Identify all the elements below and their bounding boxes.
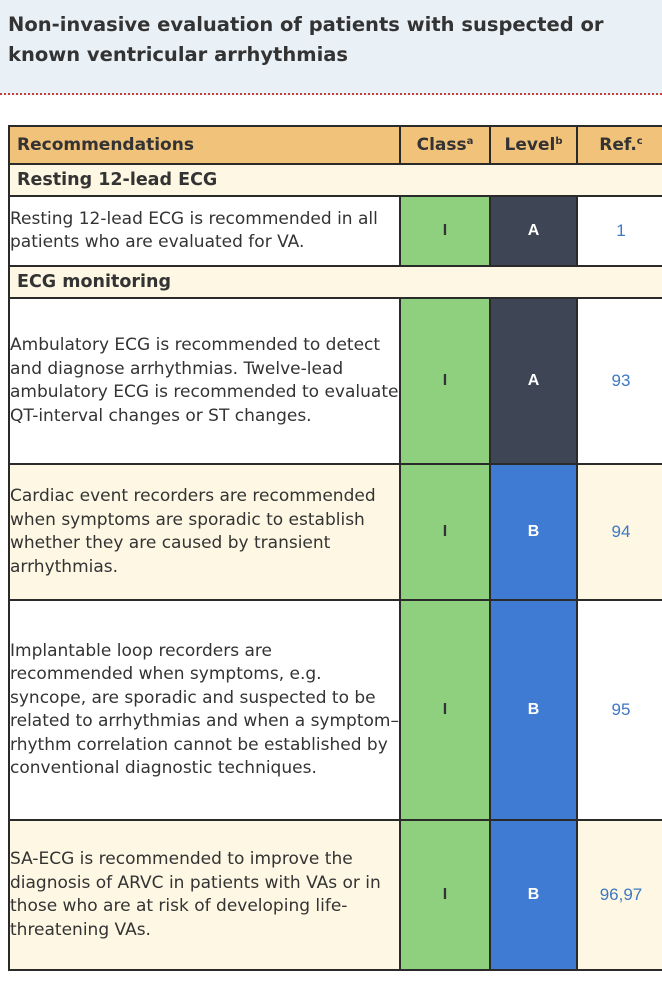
section-title: ECG monitoring	[9, 266, 662, 298]
level-cell: B	[490, 464, 577, 600]
table-row	[9, 820, 662, 970]
table-header-row	[9, 126, 662, 164]
section-title: Resting 12-lead ECG	[9, 164, 662, 196]
class-cell: I	[400, 820, 490, 970]
page-title: Non-invasive evaluation of patients with suspected or known ventricular arrhythmias	[8, 13, 604, 66]
ref-cell: 93	[577, 298, 662, 464]
recommendations-table	[8, 125, 662, 971]
header-class: Class$^a$	[400, 126, 490, 164]
class-cell: I	[400, 196, 490, 266]
ref-footnote-mark: c	[636, 136, 643, 147]
ref-cell: 94	[577, 464, 662, 600]
class-cell: I	[400, 600, 490, 820]
ref-cell: 95	[577, 600, 662, 820]
ref-cell: 96,97	[577, 820, 662, 970]
table-row	[9, 464, 662, 600]
level-cell: A	[490, 196, 577, 266]
recommendation-text: Resting 12-lead ECG is recommended in all patients who are evaluated for VA.	[9, 196, 400, 266]
recommendation-text: SA-ECG is recommended to improve the diagnosis of ARVC in patients with VAs or in those who are at risk of developing life-threatening VAs.	[9, 820, 400, 970]
section-resting-ecg	[9, 164, 662, 196]
recommendation-text: Ambulatory ECG is recommended to detect and diagnose arrhythmias. Twelve-lead ambulatory ECG is recommended to evaluate QT-interval changes or ST changes.	[9, 298, 400, 464]
ref-cell: 1	[577, 196, 662, 266]
recommendation-text: Cardiac event recorders are recommended when symptoms are sporadic to establish whether they are caused by transient arrhythmias.	[9, 464, 400, 600]
table-row	[9, 600, 662, 820]
class-cell: I	[400, 298, 490, 464]
level-cell: B	[490, 820, 577, 970]
section-ecg-monitoring	[9, 266, 662, 298]
table-row	[9, 196, 662, 266]
table-row	[9, 298, 662, 464]
header-level: Level$^b$	[490, 126, 577, 164]
header-recommendations: Recommendations	[9, 126, 400, 164]
level-cell: B	[490, 600, 577, 820]
level-footnote-mark: b	[555, 136, 563, 147]
class-footnote-mark: a	[466, 136, 474, 147]
recommendation-text: Implantable loop recorders are recommended when symptoms, e.g. syncope, are sporadic and suspected to be related to arrhythmias and when a symptom–rhythm correlation cannot be established by conventional diagnostic techniques.	[9, 600, 400, 820]
class-cell: I	[400, 464, 490, 600]
level-cell: A	[490, 298, 577, 464]
title-band	[0, 0, 662, 95]
header-ref: Ref.$^c$	[577, 126, 662, 164]
